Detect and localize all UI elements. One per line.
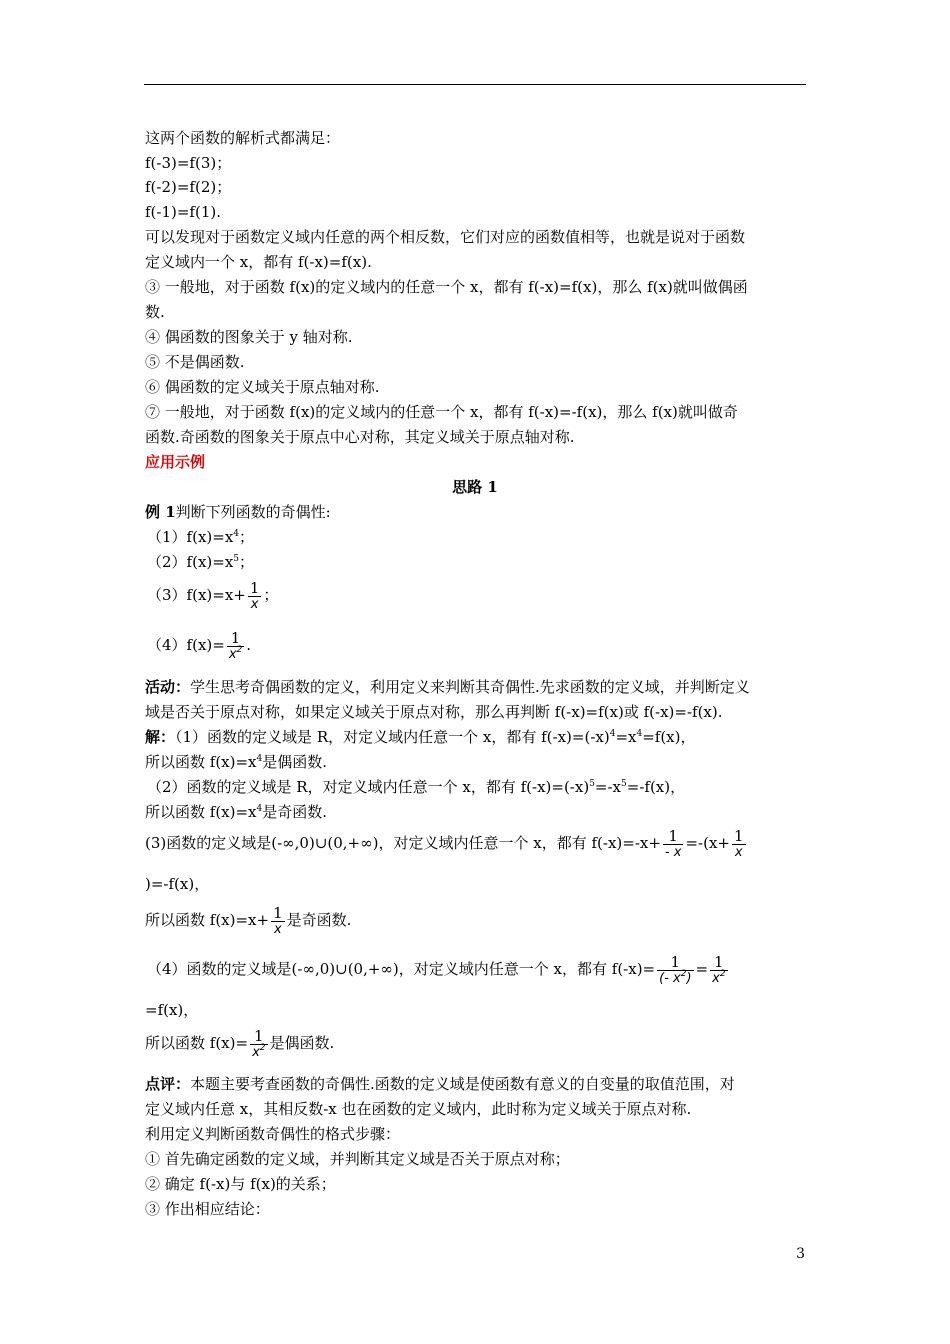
fraction	[663, 828, 684, 861]
denominator-var: x	[712, 970, 720, 986]
q3-text: （3）f(x)=x+	[147, 586, 246, 604]
text-line: 定义域内任意 x，其相反数-x 也在函数的定义域内，此时称为定义域关于原点对称.	[145, 1100, 692, 1118]
subtitle: 思路 1	[452, 478, 498, 496]
exponent: 5	[233, 554, 240, 564]
solution-1	[145, 727, 696, 747]
s3b-text: 所以函数 f(x)=x+	[145, 911, 270, 929]
activity-label: 活动：	[145, 678, 191, 696]
s3-text: =-(x+	[685, 834, 730, 852]
text-line: 域是否关于原点对称，如果定义域关于原点对称，那么再判断 f(-x)=f(x)或 f(-x)=-f(x).	[145, 703, 723, 721]
review-text: 本题主要考查函数的奇偶性.函数的定义域是使函数有意义的自变量的取值范围，对	[190, 1075, 735, 1093]
text-line: 数.	[145, 303, 165, 321]
q1-end: ；	[239, 528, 255, 546]
text-line: f(-1)=f(1).	[145, 203, 222, 221]
step-item: ② 确定 f(-x)与 f(x)的关系；	[145, 1175, 336, 1193]
q1-text: （1）f(x)=x	[147, 528, 234, 546]
solution-3	[145, 826, 748, 861]
denominator	[250, 1044, 267, 1061]
step-item: ① 首先确定函数的定义域，并判断其定义域是否关于原点对称；	[145, 1150, 570, 1168]
fraction	[271, 905, 285, 938]
exponent: 4	[636, 729, 643, 739]
question-4	[147, 628, 251, 663]
solution-label: 解：	[145, 728, 176, 746]
text-line: 这两个函数的解析式都满足：	[145, 129, 341, 147]
exponent: 4	[256, 754, 263, 764]
denominator	[710, 970, 727, 987]
text-line: ⑥ 偶函数的定义域关于原点轴对称.	[145, 378, 380, 396]
example-text: 判断下列函数的奇偶性:	[175, 503, 331, 521]
s4-text: （4）函数的定义域是(-∞,0)∪(0,+∞)，对定义域内任意一个 x，都有 f(-x)=	[147, 960, 656, 978]
step-item: ③ 作出相应结论：	[145, 1200, 270, 1218]
s2b-text: 是奇函数.	[262, 803, 328, 821]
s1-text: =x	[615, 728, 637, 746]
solution-4-conclusion	[145, 1026, 334, 1061]
text-line: 可以发现对于函数定义域内任意的两个相反数，它们对应的函数值相等，也就是说对于函数	[145, 228, 746, 246]
numerator: 1	[273, 903, 283, 922]
fraction	[250, 1028, 267, 1061]
denominator-var: (- x	[659, 970, 681, 986]
question-1	[147, 527, 254, 547]
numerator: 1	[670, 952, 681, 971]
text-line: 利用定义判断函数奇偶性的格式步骤：	[145, 1125, 401, 1143]
activity-line	[145, 677, 750, 697]
numerator: 1	[254, 1026, 264, 1045]
s2-text: =-x	[594, 778, 622, 796]
solution-2-conclusion	[145, 802, 327, 822]
denominator-var: x	[228, 646, 237, 662]
q2-end: ；	[239, 553, 255, 571]
solution-4	[147, 952, 730, 987]
text-line: ⑤ 不是偶函数.	[145, 353, 245, 371]
activity-text: 学生思考奇偶函数的定义，利用定义来判断其奇偶性.先求函数的定义域，并判断定义	[190, 678, 750, 696]
s3-text: (3)函数的定义域是(-∞,0)∪(0,+∞)，对定义域内任意一个 x，都有 f(-x)=-x+	[145, 834, 661, 852]
s3b-text: 是奇函数.	[286, 911, 352, 929]
s1b-text: 是偶函数.	[262, 753, 328, 771]
denominator-close: )	[686, 970, 692, 986]
header-rule	[144, 84, 806, 85]
numerator: 1	[714, 952, 724, 971]
s1-text: （1）函数的定义域是 R，对定义域内任意一个 x，都有 f(-x)=(-x)	[175, 728, 610, 746]
s2-text: =-f(x)，	[626, 778, 686, 796]
text-line: =f(x)，	[145, 1001, 199, 1019]
fraction	[227, 630, 244, 663]
s4b-text: 所以函数 f(x)=	[145, 1034, 249, 1052]
example-label: 例 1	[145, 503, 176, 521]
section-heading: 应用示例	[145, 453, 206, 471]
denominator	[227, 646, 244, 663]
denominator: x	[732, 844, 746, 861]
numerator: 1	[668, 826, 678, 845]
review-label: 点评：	[145, 1075, 191, 1093]
s4b-text: 是偶函数.	[269, 1034, 335, 1052]
exponent: 4	[233, 529, 240, 539]
fraction	[248, 580, 262, 613]
solution-3-conclusion	[145, 903, 351, 938]
exponent: 2	[236, 644, 243, 655]
numerator: 1	[733, 826, 744, 845]
exponent: 2	[680, 968, 687, 979]
exponent: 4	[256, 804, 263, 814]
q4-text: （4）f(x)=	[147, 636, 225, 654]
numerator: 1	[249, 578, 260, 597]
denominator-var: x	[252, 1044, 260, 1060]
s2-text: （2）函数的定义域是 R，对定义域内任意一个 x，都有 f(-x)=(-x)	[147, 778, 590, 796]
text-line: ④ 偶函数的图象关于 y 轴对称.	[145, 328, 353, 346]
exponent: 4	[609, 729, 616, 739]
solution-2	[147, 777, 685, 797]
exponent: 2	[259, 1042, 266, 1053]
text-line: f(-2)=f(2)；	[145, 178, 232, 196]
text-line: 定义域内一个 x，都有 f(-x)=f(x).	[145, 253, 372, 271]
exponent: 5	[621, 779, 627, 789]
example-line	[145, 502, 331, 522]
exponent: 5	[589, 779, 595, 789]
text-line: ⑦ 一般地，对于函数 f(x)的定义域内的任意一个 x，都有 f(-x)=-f(x)，那么 f(x)就叫做奇	[145, 403, 738, 421]
fraction	[732, 828, 746, 861]
text-line: )=-f(x)，	[145, 875, 210, 893]
q4-end: .	[246, 636, 252, 654]
fraction	[710, 954, 727, 987]
text-line: f(-3)=f(3)；	[145, 154, 232, 172]
q2-text: （2）f(x)=x	[147, 553, 234, 571]
denominator: - x	[664, 844, 682, 860]
numerator: 1	[230, 628, 241, 647]
s1b-text: 所以函数 f(x)=x	[145, 753, 257, 771]
denominator: x	[248, 596, 262, 613]
fraction	[657, 954, 693, 987]
s2b-text: 所以函数 f(x)=x	[145, 803, 257, 821]
review-line	[145, 1074, 735, 1094]
s4-text: =	[695, 960, 709, 978]
text-line: 函数.奇函数的图象关于原点中心对称，其定义域关于原点轴对称.	[145, 428, 575, 446]
page-number: 3	[796, 1246, 805, 1262]
question-3	[147, 578, 278, 613]
s1-text: =f(x)，	[642, 728, 696, 746]
question-2	[147, 552, 254, 572]
denominator: x	[271, 921, 285, 938]
q3-end: ；	[263, 586, 279, 604]
text-line: ③ 一般地，对于函数 f(x)的定义域内的任意一个 x，都有 f(-x)=f(x)，那么 f(x)就叫做偶函	[145, 278, 748, 296]
solution-1-conclusion	[145, 752, 327, 772]
exponent: 2	[719, 968, 726, 979]
denominator	[657, 970, 693, 987]
